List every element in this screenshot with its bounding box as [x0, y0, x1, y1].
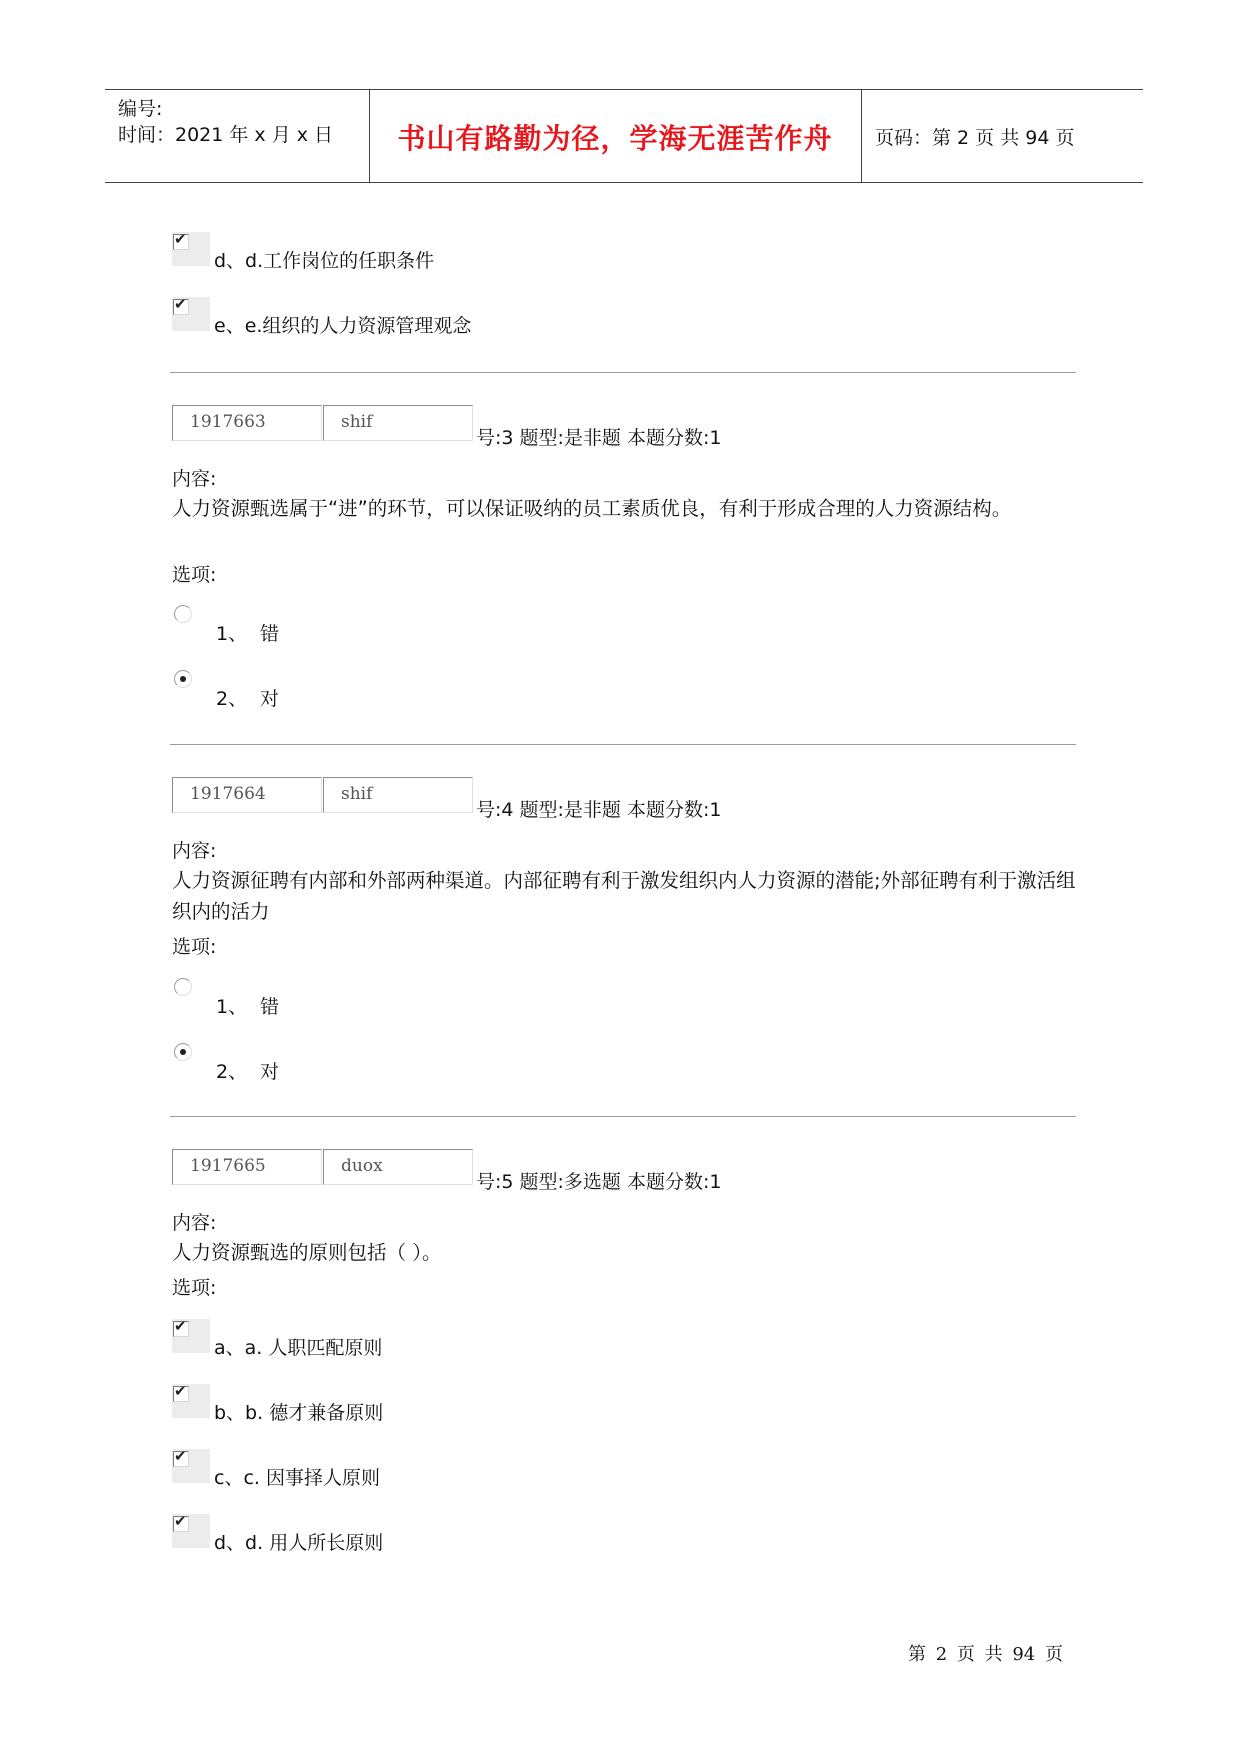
option-label: a、a. 人职匹配原则 [214, 1337, 383, 1359]
checkbox[interactable] [172, 297, 210, 331]
question-type-field[interactable]: shif [323, 777, 473, 813]
radio-button[interactable] [174, 978, 192, 996]
content-label: 内容: [172, 468, 217, 490]
radio-selected-dot [180, 676, 186, 682]
question-id-field[interactable]: 1917663 [172, 405, 322, 441]
question-meta: 号:3 题型:是非题 本题分数:1 [476, 427, 722, 449]
option-label: c、c. 因事择人原则 [214, 1467, 380, 1489]
options-label: 选项: [172, 564, 217, 586]
checkmark-icon: ✔ [174, 230, 187, 248]
checkbox[interactable] [172, 1514, 210, 1548]
checkmark-icon: ✔ [174, 1447, 187, 1465]
checkbox[interactable] [172, 1449, 210, 1483]
option-label: e、e.组织的人力资源管理观念 [214, 315, 472, 337]
header-bottom-rule [105, 182, 1143, 183]
header-divider-right [861, 89, 862, 183]
option-label: d、d.工作岗位的任职条件 [214, 250, 435, 272]
header-page-info: 页码：第 2 页 共 94 页 [875, 127, 1075, 149]
radio-button[interactable] [174, 605, 192, 623]
checkbox[interactable] [172, 1384, 210, 1418]
question-content: 人力资源甄选的原则包括（ ）。 [172, 1241, 442, 1264]
option-label: 错 [260, 623, 280, 645]
option-label: b、b. 德才兼备原则 [214, 1402, 384, 1424]
content-label: 内容: [172, 840, 217, 862]
options-label: 选项: [172, 1277, 217, 1299]
radio-button[interactable] [174, 1043, 192, 1061]
checkmark-icon: ✔ [174, 295, 187, 313]
radio-selected-dot [180, 1049, 186, 1055]
option-number: 2、 [216, 688, 248, 710]
options-label: 选项: [172, 936, 217, 958]
header-top-rule [105, 89, 1143, 90]
option-label: 对 [260, 1061, 280, 1083]
checkmark-icon: ✔ [174, 1512, 187, 1530]
document-time-label: 时间：2021 年 x 月 x 日 [118, 124, 334, 146]
document-id-label: 编号: [118, 98, 163, 120]
checkmark-icon: ✔ [174, 1317, 187, 1335]
option-number: 1、 [216, 996, 248, 1018]
header-motto: 书山有路勤为径，学海无涯苦作舟 [397, 122, 833, 155]
question-id-field[interactable]: 1917664 [172, 777, 322, 813]
question-type-field[interactable]: duox [323, 1149, 473, 1185]
page-footer: 第 2 页 共 94 页 [908, 1644, 1063, 1665]
option-number: 2、 [216, 1061, 248, 1083]
option-label: 对 [260, 688, 280, 710]
question-meta: 号:5 题型:多选题 本题分数:1 [476, 1171, 722, 1193]
question-id-field[interactable]: 1917665 [172, 1149, 322, 1185]
checkmark-icon: ✔ [174, 1382, 187, 1400]
checkbox[interactable] [172, 232, 210, 266]
checkbox[interactable] [172, 1319, 210, 1353]
content-label: 内容: [172, 1212, 217, 1234]
page-header [105, 89, 1143, 183]
option-number: 1、 [216, 623, 248, 645]
question-divider [170, 1116, 1076, 1117]
option-label: d、d. 用人所长原则 [214, 1532, 384, 1554]
question-divider [170, 744, 1076, 745]
option-label: 错 [260, 996, 280, 1018]
question-meta: 号:4 题型:是非题 本题分数:1 [476, 799, 722, 821]
question-content: 人力资源征聘有内部和外部两种渠道。内部征聘有利于激发组织内人力资源的潜能;外部征聘有利于激活组织内的活力 [172, 869, 1076, 923]
question-divider [170, 372, 1076, 373]
question-type-field[interactable]: shif [323, 405, 473, 441]
question-content: 人力资源甄选属于“进”的环节，可以保证吸纳的员工素质优良，有利于形成合理的人力资源结构。 [172, 497, 1012, 520]
radio-button[interactable] [174, 670, 192, 688]
